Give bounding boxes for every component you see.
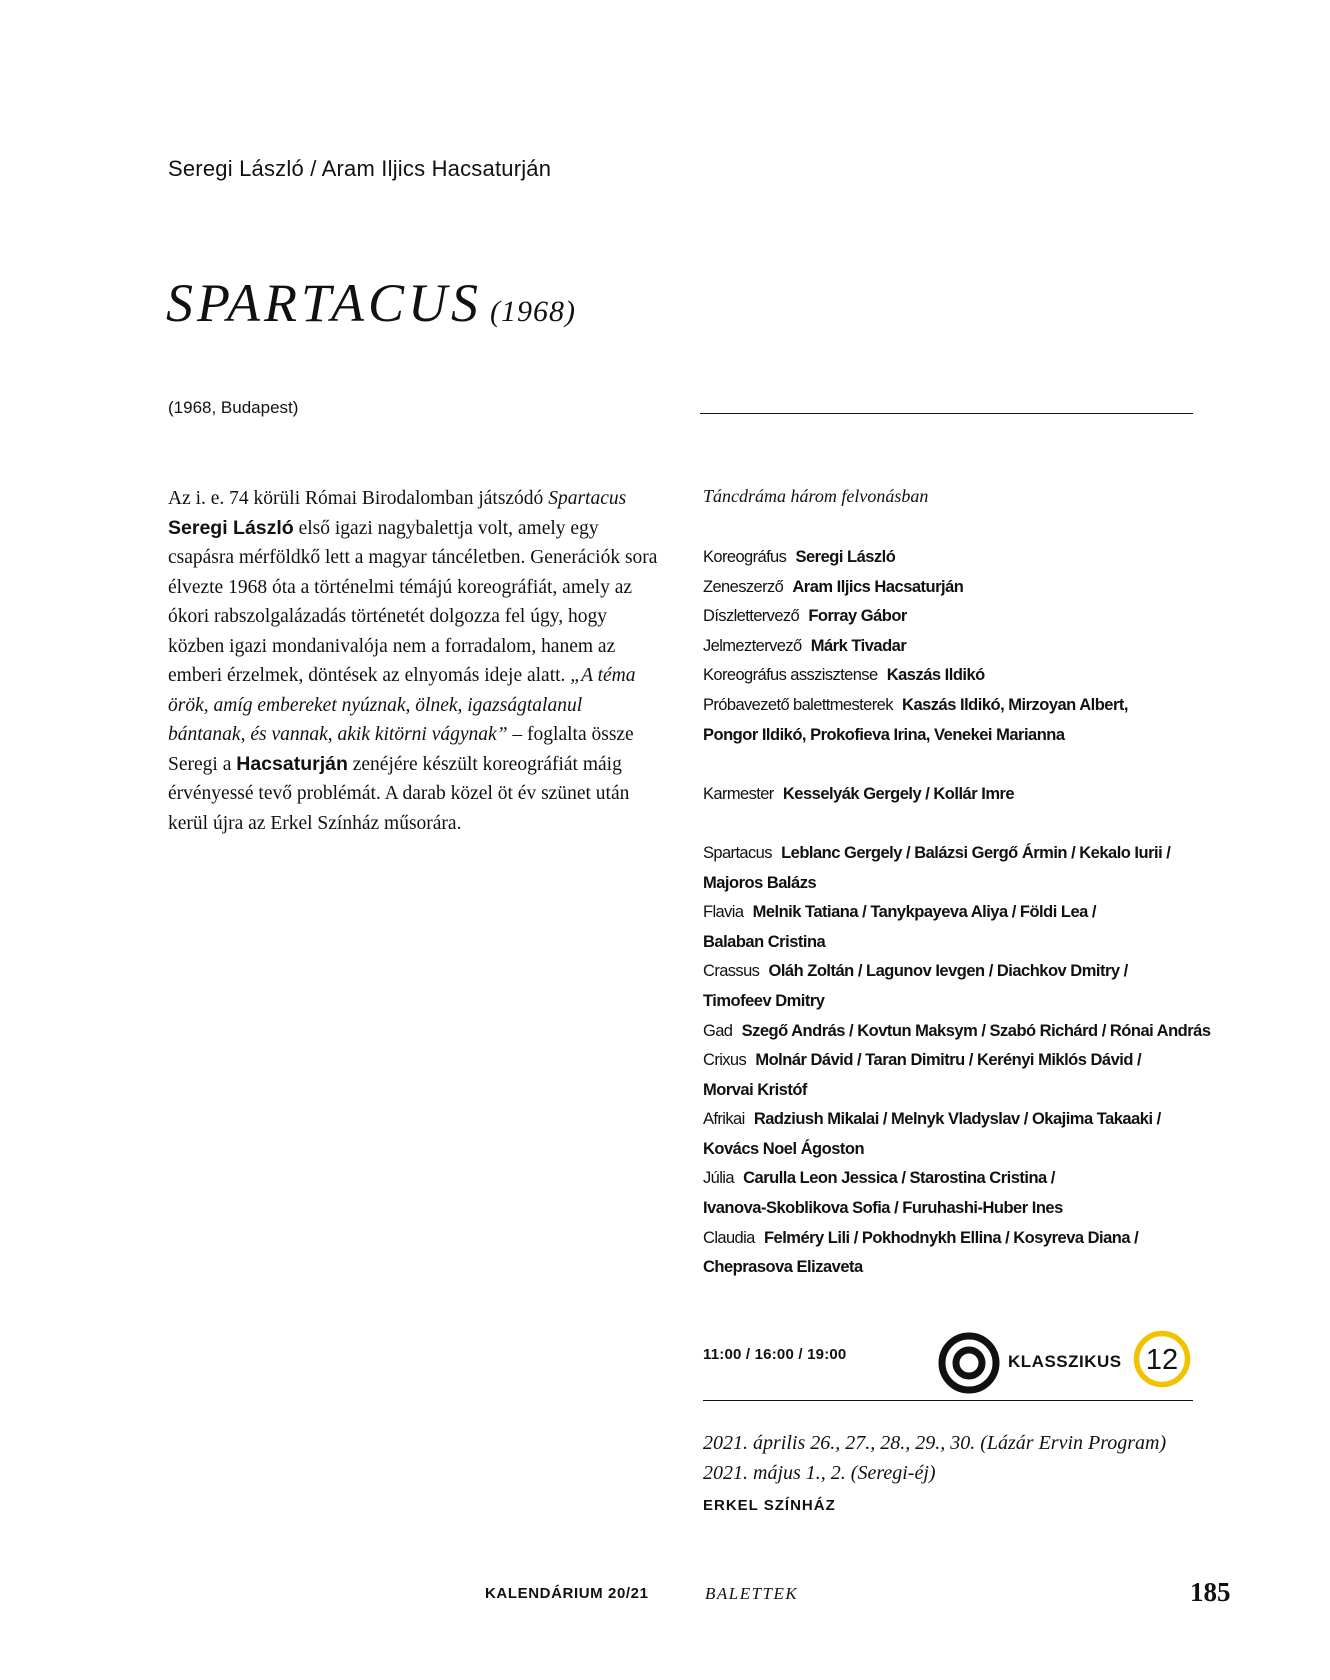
- performance-times: 11:00 / 16:00 / 19:00: [703, 1346, 847, 1363]
- desc-composer: Hacsaturján: [236, 752, 348, 775]
- description: [168, 484, 663, 838]
- dates-april: 2021. április 26., 27., 28., 29., 30. (Lázár Ervin Program): [703, 1432, 1167, 1454]
- footer-calendar: KALENDÁRIUM 20/21: [485, 1585, 649, 1602]
- cast-crassus: Crassus Oláh Zoltán / Lagunov Ievgen / Diachkov Dmitry / Timofeev Dmitry: [703, 962, 1128, 1010]
- title-text: SPARTACUS: [166, 273, 483, 333]
- cast-afrikai: Afrikai Radziush Mikalai / Melnyk Vladyslav / Okajima Takaaki / Kovács Noel Ágoston: [703, 1110, 1161, 1158]
- title-year: (1968): [490, 295, 577, 328]
- cast-flavia: Flavia Melnik Tatiana / Tanykpayeva Aliya / Földi Lea / Balaban Cristina: [703, 903, 1096, 951]
- desc-quote: „A téma örök, amíg embereket nyúznak, ölnek, igazságtalanul bántanak, és vannak, akik kitörni vágynak”: [168, 665, 636, 745]
- credit-composer: Zeneszerző Aram Iljics Hacsaturján: [703, 577, 964, 596]
- page-number: 185: [1190, 1577, 1231, 1607]
- cast-spartacus: Spartacus Leblanc Gergely / Balázsi Gergő Ármin / Kekalo Iurii / Majoros Balázs: [703, 843, 1171, 892]
- cast-gad: Gad Szegő András / Kovtun Maksym / Szabó Richárd / Rónai András: [703, 1021, 1211, 1040]
- credit-conductor: Karmester Kesselyák Gergely / Kollár Imre: [703, 784, 1015, 803]
- performance-dates: [703, 1428, 1166, 1488]
- page-title: [166, 272, 576, 334]
- desc-text-3: – foglalta össze Seregi a: [168, 724, 634, 775]
- age-rating-text: 12: [1145, 1344, 1179, 1376]
- series-label: KLASSZIKUS: [1008, 1352, 1122, 1371]
- cast-crixus: Crixus Molnár Dávid / Taran Dimitru / Kerényi Miklós Dávid / Morvai Kristóf: [703, 1051, 1142, 1099]
- composers-line: Seregi László / Aram Iljics Hacsaturján: [168, 156, 552, 181]
- premiere-info: (1968, Budapest): [168, 398, 299, 417]
- age-rating-badge: [1133, 1330, 1191, 1388]
- desc-text-4: zenéjére készült koreográfiát máig érvényessé tevő problémát. A darab közel öt év szünet után kerül újra az Erkel Színház műsorára.: [168, 753, 630, 834]
- desc-choreographer: Seregi László: [168, 516, 294, 539]
- desc-text-1: Az i. e. 74 körüli Római Birodalomban játszódó: [168, 488, 544, 509]
- credits-list: [703, 543, 1223, 1283]
- credit-set-designer: Díszlettervező Forray Gábor: [703, 607, 907, 626]
- dates-may: 2021. május 1., 2. (Seregi-éj): [703, 1462, 936, 1484]
- desc-title-italic: Spartacus: [548, 488, 627, 509]
- footer-section: BALETTEK: [705, 1584, 799, 1603]
- divider-top: [700, 413, 1193, 414]
- credit-assistant: Koreográfus asszisztense Kaszás Ildikó: [703, 666, 985, 685]
- desc-text-2: első igazi nagybalettja volt, amely egy csapásra mérföldkő lett a magyar táncéletben. Generációk sora élvezte 1968 óta a történelmi témájú koreográfiát, amely az ókori rabszolgalázadás történetét dolgozza fel úgy, hogy közben igazi mondanivalója nem a forradalom, hanem az emberi érzelmek, döntések az elnyomás ideje alatt.: [168, 517, 658, 686]
- genre-subtitle: Táncdráma három felvonásban: [703, 486, 929, 506]
- venue: ERKEL SZÍNHÁZ: [703, 1497, 836, 1514]
- credit-costume-designer: Jelmeztervező Márk Tivadar: [703, 636, 907, 655]
- cast-claudia: Claudia Felméry Lili / Pokhodnykh Ellina / Kosyreva Diana / Cheprasova Elizaveta: [703, 1228, 1139, 1277]
- credit-choreographer: Koreográfus Seregi László: [703, 548, 896, 566]
- cast-julia: Júlia Carulla Leon Jessica / Starostina Cristina / Ivanova-Skoblikova Sofia / Furuhashi-Huber Ines: [703, 1169, 1063, 1218]
- target-icon: [938, 1332, 1000, 1394]
- divider-bottom: [703, 1400, 1193, 1401]
- credit-ballet-masters: Próbavezető balettmesterek Kaszás Ildikó, Mirzoyan Albert, Pongor Ildikó, Prokofieva Irina, Venekei Marianna: [703, 695, 1128, 744]
